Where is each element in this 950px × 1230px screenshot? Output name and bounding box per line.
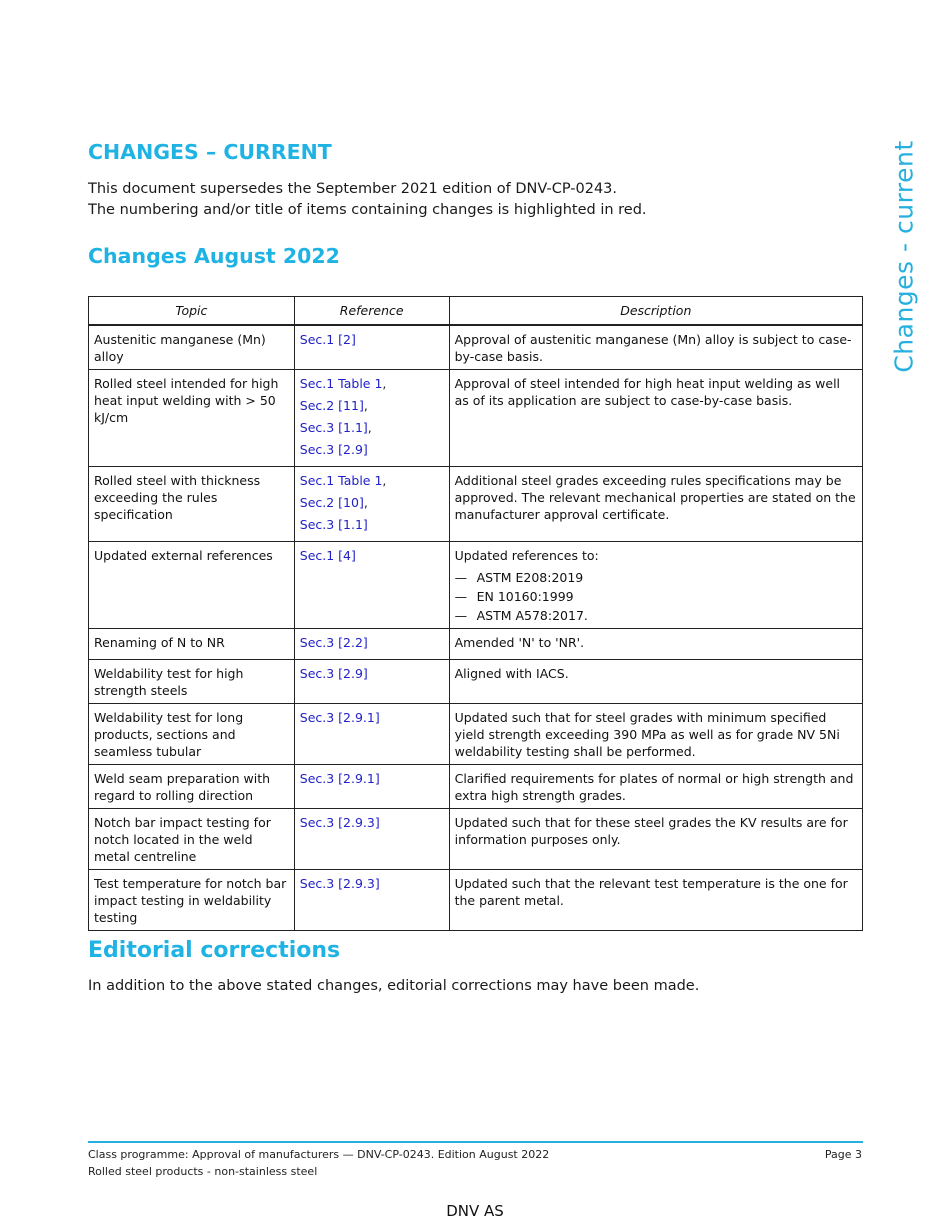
side-tab (886, 140, 922, 372)
description-cell (449, 809, 862, 870)
topic-cell: Austenitic manganese (Mn) alloy (89, 325, 295, 370)
reference-link[interactable]: Sec.3 [2.9.1] (299, 771, 380, 786)
description-bullet (455, 569, 857, 586)
reference-line (300, 441, 444, 458)
reference-cell (294, 704, 449, 765)
editorial-heading: Editorial corrections (88, 938, 341, 963)
reference-cell (294, 467, 449, 542)
topic-cell: Rolled steel with thickness exceeding the rules specification (89, 467, 295, 542)
reference-link[interactable]: Sec.3 [2.9.3] (299, 876, 380, 891)
em-dash-icon: — (454, 608, 468, 623)
reference-line: Sec.3 [1.1], (299, 420, 372, 435)
changes-table (88, 296, 863, 931)
topic-cell: Weldability test for long products, sections and seamless tubular (89, 704, 295, 765)
table-row (89, 629, 863, 660)
description-cell (449, 704, 862, 765)
table-row (89, 765, 863, 809)
description-text: Amended 'N' to 'NR'. (454, 635, 585, 650)
description-bullet (455, 588, 857, 605)
footer-subtitle: Rolled steel products - non-stainless steel (88, 1165, 318, 1178)
editorial-text: In addition to the above stated changes, editorial corrections may have been made. (88, 978, 700, 994)
table-row (89, 870, 863, 931)
table-row (89, 809, 863, 870)
reference-cell (294, 870, 449, 931)
table-row (89, 704, 863, 765)
reference-cell (294, 660, 449, 704)
bullet-text: ASTM A578:2017. (476, 608, 588, 623)
topic-cell: Test temperature for notch bar impact testing in weldability testing (89, 870, 295, 931)
description-text: Updated references to: (454, 548, 599, 563)
column-header-description: Description (449, 297, 862, 326)
reference-line (300, 665, 444, 682)
intro-line: The numbering and/or title of items containing changes is highlighted in red. (88, 202, 647, 218)
description-cell (449, 870, 862, 931)
em-dash-icon: — (454, 570, 468, 585)
description-text: Clarified requirements for plates of normal or high strength and extra high strength grades. (454, 771, 854, 803)
reference-line (300, 331, 444, 348)
description-cell (449, 660, 862, 704)
reference-link[interactable]: Sec.3 [2.2] (299, 635, 368, 650)
description-text: Additional steel grades exceeding rules specifications may be approved. The relevant mechanical properties are stated on the manufacturer approval certificate. (454, 473, 856, 522)
description-text: Approval of steel intended for high heat input welding as well as of its application are subject to case-by-case basis. (454, 376, 841, 408)
reference-link[interactable]: Sec.3 [2.9.1] (299, 710, 380, 725)
table-row (89, 370, 863, 467)
reference-link[interactable]: Sec.1 Table 1 (299, 376, 383, 391)
reference-line (300, 516, 444, 533)
reference-line (300, 770, 444, 787)
reference-link[interactable]: Sec.1 [4] (299, 548, 356, 563)
reference-link[interactable]: Sec.1 Table 1 (299, 473, 383, 488)
reference-line (300, 814, 444, 831)
description-cell (449, 765, 862, 809)
em-dash-icon: — (454, 589, 468, 604)
description-bullet (455, 607, 857, 624)
reference-cell (294, 765, 449, 809)
description-text: Updated such that for these steel grades the KV results are for information purposes only. (454, 815, 848, 847)
table-row (89, 542, 863, 629)
description-text: Updated such that the relevant test temperature is the one for the parent metal. (454, 876, 848, 908)
description-cell (449, 629, 862, 660)
table-header-row (89, 297, 863, 326)
description-text: Aligned with IACS. (454, 666, 569, 681)
column-header-reference: Reference (294, 297, 449, 326)
reference-link[interactable]: Sec.3 [2.9.3] (299, 815, 380, 830)
reference-line (300, 875, 444, 892)
reference-cell (294, 809, 449, 870)
reference-line (300, 634, 444, 651)
table-row (89, 467, 863, 542)
description-cell (449, 370, 862, 467)
topic-cell: Renaming of N to NR (89, 629, 295, 660)
description-cell (449, 467, 862, 542)
reference-link[interactable]: Sec.2 [10] (299, 495, 364, 510)
table-body (89, 325, 863, 931)
description-cell (449, 325, 862, 370)
description-cell (449, 542, 862, 629)
side-tab-label: Changes - current (889, 139, 919, 373)
reference-link[interactable]: Sec.3 [1.1] (299, 517, 368, 532)
topic-cell: Weldability test for high strength steels (89, 660, 295, 704)
footer-divider (88, 1141, 863, 1143)
footer-document-info (88, 1146, 549, 1180)
topic-cell: Rolled steel intended for high heat input welding with > 50 kJ/cm (89, 370, 295, 467)
reference-cell (294, 629, 449, 660)
intro-text (88, 179, 647, 221)
bullet-text: ASTM E208:2019 (476, 570, 584, 585)
company-name: DNV AS (446, 1202, 504, 1220)
reference-link[interactable]: Sec.3 [1.1] (299, 420, 368, 435)
page-number: Page 3 (824, 1148, 862, 1161)
column-header-topic: Topic (89, 297, 295, 326)
reference-cell (294, 325, 449, 370)
reference-link[interactable]: Sec.3 [2.9] (299, 666, 368, 681)
reference-cell (294, 542, 449, 629)
page-title: CHANGES – CURRENT (88, 140, 332, 164)
reference-link[interactable]: Sec.2 [11] (299, 398, 364, 413)
reference-line (300, 709, 444, 726)
reference-line: Sec.1 Table 1, (299, 473, 387, 488)
topic-cell: Weld seam preparation with regard to rolling direction (89, 765, 295, 809)
table-row (89, 325, 863, 370)
topic-cell: Updated external references (89, 542, 295, 629)
description-text: Updated such that for steel grades with minimum specified yield strength exceeding 390 MPa as well as for grade NV 5Ni weldability testing shall be performed. (454, 710, 840, 759)
footer-programme: Class programme: Approval of manufacturers — DNV-CP-0243. Edition August 2022 (88, 1148, 550, 1161)
reference-line: Sec.1 Table 1, (299, 376, 387, 391)
reference-link[interactable]: Sec.1 [2] (299, 332, 356, 347)
reference-cell (294, 370, 449, 467)
reference-line: Sec.2 [11], (299, 398, 368, 413)
bullet-text: EN 10160:1999 (476, 589, 574, 604)
reference-link[interactable]: Sec.3 [2.9] (299, 442, 368, 457)
intro-line: This document supersedes the September 2021 edition of DNV-CP-0243. (88, 181, 618, 197)
topic-cell: Notch bar impact testing for notch located in the weld metal centreline (89, 809, 295, 870)
table-row (89, 660, 863, 704)
reference-line (300, 547, 444, 564)
description-text: Approval of austenitic manganese (Mn) alloy is subject to case-by-case basis. (454, 332, 852, 364)
changes-heading: Changes August 2022 (88, 244, 340, 268)
reference-line: Sec.2 [10], (299, 495, 368, 510)
